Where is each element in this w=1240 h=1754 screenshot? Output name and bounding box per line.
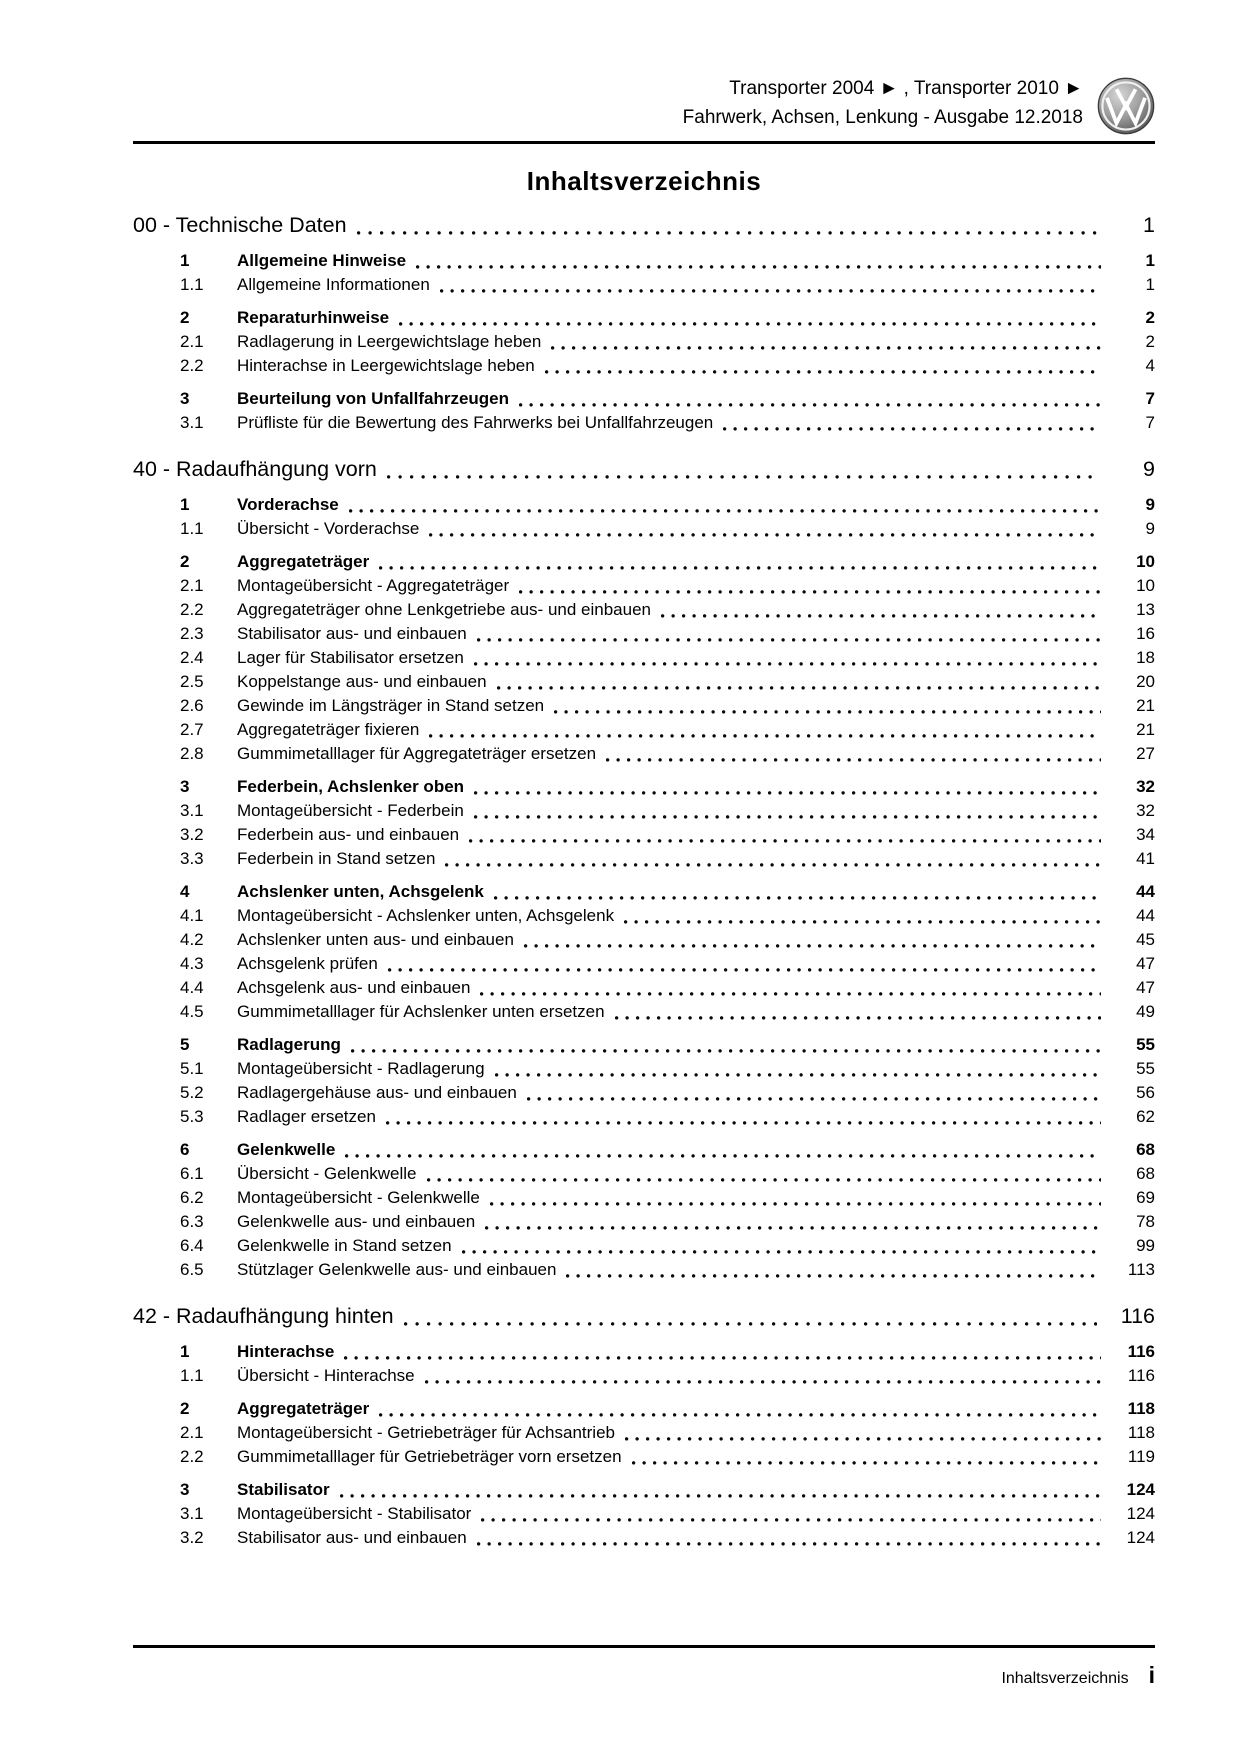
toc-entry-row[interactable] <box>180 694 1155 718</box>
dot-leader <box>519 403 1101 407</box>
entry-number: 1 <box>180 1342 190 1361</box>
entry-number: 2.4 <box>180 648 204 667</box>
toc-entry-row[interactable] <box>180 1526 1155 1550</box>
toc-chapter <box>133 454 1155 1282</box>
header-model-line: Transporter 2004 ► , Transporter 2010 ► <box>729 77 1083 99</box>
entry-title: Federbein, Achslenker oben <box>237 777 465 796</box>
entry-number: 2.5 <box>180 672 204 691</box>
entry-number: 2.2 <box>180 600 204 619</box>
entry-title: Gummimetalllager für Aggregateträger ersetzen <box>237 744 597 763</box>
entry-number: 2 <box>180 552 190 571</box>
dot-leader <box>462 1250 1101 1254</box>
dot-leader <box>606 758 1101 762</box>
toc-entry-row[interactable] <box>180 670 1155 694</box>
entry-title: Gewinde im Längsträger in Stand setzen <box>237 696 545 715</box>
dot-leader <box>624 920 1101 924</box>
entry-title: Aggregateträger <box>237 1399 370 1418</box>
entry-page-number: 49 <box>1136 1002 1155 1021</box>
toc-entry-row[interactable] <box>180 387 1155 411</box>
dot-leader <box>545 370 1101 374</box>
entry-number: 1.1 <box>180 275 204 294</box>
entry-number: 6.3 <box>180 1212 204 1231</box>
chapter-page-number: 9 <box>1143 457 1155 481</box>
entry-page-number: 55 <box>1136 1059 1155 1078</box>
entry-page-number: 118 <box>1127 1399 1155 1418</box>
entry-page-number: 124 <box>1126 1528 1155 1547</box>
toc-entry-row[interactable] <box>180 1478 1155 1502</box>
entry-title: Radlagerung in Leergewichtslage heben <box>237 332 542 351</box>
entry-page-number: 7 <box>1145 389 1155 408</box>
toc-entry-row[interactable] <box>180 574 1155 598</box>
entry-number: 2.2 <box>180 1447 204 1466</box>
toc-entry-row[interactable] <box>180 1162 1155 1186</box>
entry-title: Montageübersicht - Stabilisator <box>237 1504 472 1523</box>
entry-number: 4 <box>180 882 190 901</box>
toc-entry-row[interactable] <box>180 411 1155 435</box>
dot-leader <box>429 533 1101 537</box>
entry-number: 2.1 <box>180 576 204 595</box>
chapter-label: 40 - Radaufhängung vorn <box>133 457 377 481</box>
dot-leader <box>349 509 1101 513</box>
entry-number: 3 <box>180 777 190 796</box>
entry-number: 3.1 <box>180 1504 204 1523</box>
entry-title: Hinterachse in Leergewichtslage heben <box>237 356 535 375</box>
entry-number: 3 <box>180 1480 190 1499</box>
entry-number: 6.5 <box>180 1260 204 1279</box>
dot-leader <box>474 662 1101 666</box>
toc-entry-row[interactable] <box>180 1210 1155 1234</box>
toc-entry-row[interactable] <box>180 1033 1155 1057</box>
entry-page-number: 18 <box>1136 648 1155 667</box>
entry-title: Aggregateträger <box>237 552 370 571</box>
toc-chapter-row[interactable] <box>133 210 1155 240</box>
dot-leader <box>429 734 1101 738</box>
entry-title: Übersicht - Hinterachse <box>237 1366 415 1385</box>
entry-number: 6.4 <box>180 1236 204 1255</box>
toc-entry-row[interactable] <box>180 904 1155 928</box>
toc-entry-row[interactable] <box>180 1397 1155 1421</box>
entry-page-number: 9 <box>1145 495 1155 514</box>
dot-leader <box>723 427 1101 431</box>
entry-number: 3.1 <box>180 801 204 820</box>
entry-number: 5.1 <box>180 1059 204 1078</box>
entry-title: Radlagerung <box>237 1035 341 1054</box>
entry-number: 2.6 <box>180 696 204 715</box>
entry-title: Vorderachse <box>237 495 339 514</box>
entry-title: Stabilisator aus- und einbauen <box>237 1528 467 1547</box>
toc-entry-row[interactable] <box>180 742 1155 766</box>
entry-page-number: 9 <box>1145 519 1155 538</box>
entry-number: 6.2 <box>180 1188 204 1207</box>
entry-title: Aggregateträger ohne Lenkgetriebe aus- und einbauen <box>237 600 651 619</box>
entry-number: 3.1 <box>180 413 204 432</box>
entry-number: 5.3 <box>180 1107 204 1126</box>
entry-number: 1 <box>180 495 190 514</box>
toc <box>133 210 1155 1550</box>
page-footer <box>133 1645 1155 1689</box>
dot-leader <box>474 815 1101 819</box>
entry-page-number: 16 <box>1136 624 1155 643</box>
entry-title: Stabilisator <box>237 1480 330 1499</box>
entry-page-number: 113 <box>1127 1260 1155 1279</box>
toc-entry-row[interactable] <box>180 718 1155 742</box>
dot-leader <box>554 710 1101 714</box>
toc-entry-row[interactable] <box>180 330 1155 354</box>
dot-leader <box>469 839 1101 843</box>
entry-page-number: 4 <box>1145 356 1155 375</box>
dot-leader <box>357 231 1097 236</box>
entry-title: Stützlager Gelenkwelle aus- und einbauen <box>237 1260 557 1279</box>
chapter-label: 00 - Technische Daten <box>133 213 347 237</box>
entry-page-number: 47 <box>1136 954 1155 973</box>
entry-title: Stabilisator aus- und einbauen <box>237 624 467 643</box>
dot-leader <box>440 289 1101 293</box>
dot-leader <box>425 1380 1101 1384</box>
toc-entry-row[interactable] <box>180 598 1155 622</box>
entry-page-number: 2 <box>1145 332 1155 351</box>
toc-entry-row[interactable] <box>180 1234 1155 1258</box>
dot-leader <box>399 322 1101 326</box>
entry-page-number: 1 <box>1145 275 1155 294</box>
entry-page-number: 2 <box>1145 308 1155 327</box>
entry-title: Hinterachse <box>237 1342 335 1361</box>
toc-entry-row[interactable] <box>180 1105 1155 1129</box>
entry-number: 2 <box>180 308 190 327</box>
toc-entry-row[interactable] <box>180 354 1155 378</box>
entry-page-number: 13 <box>1136 600 1155 619</box>
entry-page-number: 68 <box>1136 1140 1155 1159</box>
dot-leader <box>615 1016 1101 1020</box>
header-text <box>683 74 1083 133</box>
toc-entry-row[interactable] <box>180 1445 1155 1469</box>
entry-number: 1 <box>180 251 190 270</box>
toc-entry-row[interactable] <box>180 1364 1155 1388</box>
entry-number: 3 <box>180 389 190 408</box>
dot-leader <box>481 1518 1101 1522</box>
entry-page-number: 44 <box>1136 906 1155 925</box>
entry-title: Allgemeine Informationen <box>237 275 430 294</box>
entry-title: Radlager ersetzen <box>237 1107 376 1126</box>
entry-title: Prüfliste für die Bewertung des Fahrwerks bei Unfallfahrzeugen <box>237 413 714 432</box>
dot-leader <box>351 1049 1101 1053</box>
dot-leader <box>497 686 1101 690</box>
entry-title: Lager für Stabilisator ersetzen <box>237 648 464 667</box>
entry-page-number: 124 <box>1126 1504 1155 1523</box>
toc-entry-row[interactable] <box>180 249 1155 273</box>
entry-title: Achslenker unten, Achsgelenk <box>237 882 484 901</box>
entry-title: Montageübersicht - Federbein <box>237 801 464 820</box>
dot-leader <box>379 566 1101 570</box>
toc-entry-row[interactable] <box>180 928 1155 952</box>
dot-leader <box>386 1121 1101 1125</box>
toc-chapter-row[interactable] <box>133 1301 1155 1331</box>
entry-number: 1.1 <box>180 519 204 538</box>
entry-number: 2.2 <box>180 356 204 375</box>
toc-entry-row[interactable] <box>180 1057 1155 1081</box>
entry-page-number: 99 <box>1136 1236 1155 1255</box>
vw-logo-icon <box>1097 77 1155 135</box>
page-header <box>133 70 1155 144</box>
dot-leader <box>480 992 1101 996</box>
entry-title: Übersicht - Vorderachse <box>237 519 420 538</box>
dot-leader <box>527 1097 1101 1101</box>
entry-title: Radlagergehäuse aus- und einbauen <box>237 1083 517 1102</box>
footer-label: Inhaltsverzeichnis <box>1001 1670 1129 1687</box>
entry-number: 2.3 <box>180 624 204 643</box>
dot-leader <box>379 1413 1101 1417</box>
entry-page-number: 118 <box>1127 1423 1155 1442</box>
toc-entry-row[interactable] <box>180 976 1155 1000</box>
dot-leader <box>490 1202 1101 1206</box>
entry-page-number: 1 <box>1145 251 1155 270</box>
toc-chapter <box>133 210 1155 435</box>
dot-leader <box>551 346 1101 350</box>
dot-leader <box>625 1437 1101 1441</box>
entry-page-number: 27 <box>1136 744 1155 763</box>
header-rule <box>133 141 1155 144</box>
dot-leader <box>345 1154 1101 1158</box>
footer-rule <box>133 1645 1155 1648</box>
toc-entry-row[interactable] <box>180 622 1155 646</box>
dot-leader <box>474 791 1101 795</box>
dot-leader <box>495 1073 1101 1077</box>
entry-title: Allgemeine Hinweise <box>237 251 407 270</box>
entry-number: 4.4 <box>180 978 204 997</box>
entry-page-number: 21 <box>1136 696 1155 715</box>
chapter-entries <box>133 493 1155 1282</box>
entry-title: Achsgelenk prüfen <box>237 954 378 973</box>
entry-page-number: 10 <box>1136 576 1155 595</box>
dot-leader <box>661 614 1101 618</box>
dot-leader <box>477 1542 1101 1546</box>
toc-entry-row[interactable] <box>180 306 1155 330</box>
entry-title: Reparaturhinweise <box>237 308 390 327</box>
entry-page-number: 62 <box>1136 1107 1155 1126</box>
toc-entry-row[interactable] <box>180 880 1155 904</box>
entry-page-number: 20 <box>1136 672 1155 691</box>
entry-page-number: 41 <box>1136 849 1155 868</box>
toc-entry-row[interactable] <box>180 1138 1155 1162</box>
entry-page-number: 10 <box>1136 552 1155 571</box>
toc-entry-row[interactable] <box>180 1421 1155 1445</box>
dot-leader <box>445 863 1101 867</box>
entry-title: Gelenkwelle aus- und einbauen <box>237 1212 476 1231</box>
entry-title: Gummimetalllager für Getriebeträger vorn ersetzen <box>237 1447 622 1466</box>
entry-number: 3.3 <box>180 849 204 868</box>
toc-entry-row[interactable] <box>180 1502 1155 1526</box>
toc-entry-row[interactable] <box>180 493 1155 517</box>
entry-number: 6.1 <box>180 1164 204 1183</box>
toc-entry-row[interactable] <box>180 517 1155 541</box>
entry-number: 3.2 <box>180 825 204 844</box>
entry-title: Montageübersicht - Aggregateträger <box>237 576 510 595</box>
entry-title: Montageübersicht - Radlagerung <box>237 1059 485 1078</box>
entry-page-number: 68 <box>1136 1164 1155 1183</box>
toc-entry-row[interactable] <box>180 273 1155 297</box>
entry-title: Koppelstange aus- und einbauen <box>237 672 487 691</box>
dot-leader <box>388 968 1101 972</box>
toc-entry-row[interactable] <box>180 952 1155 976</box>
toc-entry-row[interactable] <box>180 823 1155 847</box>
entry-page-number: 78 <box>1136 1212 1155 1231</box>
entry-title: Aggregateträger fixieren <box>237 720 420 739</box>
entry-number: 4.1 <box>180 906 204 925</box>
footer-page-number: i <box>1148 1662 1155 1688</box>
entry-title: Federbein aus- und einbauen <box>237 825 460 844</box>
toc-entry-row[interactable] <box>180 550 1155 574</box>
toc-entry-row[interactable] <box>180 646 1155 670</box>
page-title: Inhaltsverzeichnis <box>526 166 762 196</box>
entry-number: 5 <box>180 1035 190 1054</box>
entry-number: 3.2 <box>180 1528 204 1547</box>
entry-title: Übersicht - Gelenkwelle <box>237 1164 417 1183</box>
entry-page-number: 44 <box>1136 882 1155 901</box>
entry-page-number: 47 <box>1136 978 1155 997</box>
dot-leader <box>494 896 1101 900</box>
entry-number: 2.1 <box>180 332 204 351</box>
toc-entry-row[interactable] <box>180 847 1155 871</box>
toc-entry-row[interactable] <box>180 1081 1155 1105</box>
dot-leader <box>340 1494 1101 1498</box>
chapter-label: 42 - Radaufhängung hinten <box>133 1304 394 1328</box>
entry-title: Federbein in Stand setzen <box>237 849 436 868</box>
dot-leader <box>344 1356 1101 1360</box>
entry-page-number: 116 <box>1127 1342 1155 1361</box>
entry-number: 4.2 <box>180 930 204 949</box>
dot-leader <box>524 944 1101 948</box>
entry-number: 2.1 <box>180 1423 204 1442</box>
toc-entry-row[interactable] <box>180 1000 1155 1024</box>
entry-page-number: 119 <box>1127 1447 1155 1466</box>
entry-number: 2.7 <box>180 720 204 739</box>
entry-page-number: 124 <box>1126 1480 1155 1499</box>
entry-page-number: 55 <box>1136 1035 1155 1054</box>
dot-leader <box>632 1461 1101 1465</box>
entry-title: Beurteilung von Unfallfahrzeugen <box>237 389 510 408</box>
entry-number: 4.3 <box>180 954 204 973</box>
toc-entry-row[interactable] <box>180 1258 1155 1282</box>
header-edition-line: Fahrwerk, Achsen, Lenkung - Ausgabe 12.2018 <box>682 107 1083 128</box>
entry-page-number: 69 <box>1136 1188 1155 1207</box>
entry-title: Montageübersicht - Achslenker unten, Achsgelenk <box>237 906 615 925</box>
entry-page-number: 32 <box>1136 801 1155 820</box>
dot-leader <box>427 1178 1101 1182</box>
toc-chapter-row[interactable] <box>133 454 1155 484</box>
chapter-page-number: 116 <box>1120 1304 1155 1328</box>
dot-leader <box>416 265 1101 269</box>
entry-number: 1.1 <box>180 1366 204 1385</box>
entry-title: Achsgelenk aus- und einbauen <box>237 978 471 997</box>
toc-entry-row[interactable] <box>180 1186 1155 1210</box>
entry-number: 5.2 <box>180 1083 204 1102</box>
chapter-page-number: 1 <box>1143 213 1155 237</box>
entry-number: 6 <box>180 1140 190 1159</box>
chapter-entries <box>133 1340 1155 1550</box>
entry-page-number: 45 <box>1136 930 1155 949</box>
dot-leader <box>387 475 1097 480</box>
entry-number: 2 <box>180 1399 190 1418</box>
dot-leader <box>519 590 1101 594</box>
entry-page-number: 21 <box>1136 720 1155 739</box>
toc-entry-row[interactable] <box>180 799 1155 823</box>
entry-title: Gelenkwelle in Stand setzen <box>237 1236 452 1255</box>
entry-number: 2.8 <box>180 744 204 763</box>
entry-page-number: 7 <box>1145 413 1155 432</box>
entry-page-number: 32 <box>1136 777 1155 796</box>
dot-leader <box>485 1226 1101 1230</box>
entry-page-number: 34 <box>1136 825 1155 844</box>
chapter-entries <box>133 249 1155 435</box>
dot-leader <box>477 638 1101 642</box>
toc-entry-row[interactable] <box>180 1340 1155 1364</box>
entry-title: Gelenkwelle <box>237 1140 336 1159</box>
entry-title: Montageübersicht - Gelenkwelle <box>237 1188 480 1207</box>
toc-entry-row[interactable] <box>180 775 1155 799</box>
toc-chapter <box>133 1301 1155 1550</box>
entry-number: 4.5 <box>180 1002 204 1021</box>
entry-title: Gummimetalllager für Achslenker unten ersetzen <box>237 1002 605 1021</box>
dot-leader <box>566 1274 1101 1278</box>
entry-title: Achslenker unten aus- und einbauen <box>237 930 514 949</box>
entry-page-number: 56 <box>1136 1083 1155 1102</box>
entry-title: Montageübersicht - Getriebeträger für Achsantrieb <box>237 1423 615 1442</box>
entry-page-number: 116 <box>1127 1366 1155 1385</box>
dot-leader <box>404 1322 1097 1327</box>
